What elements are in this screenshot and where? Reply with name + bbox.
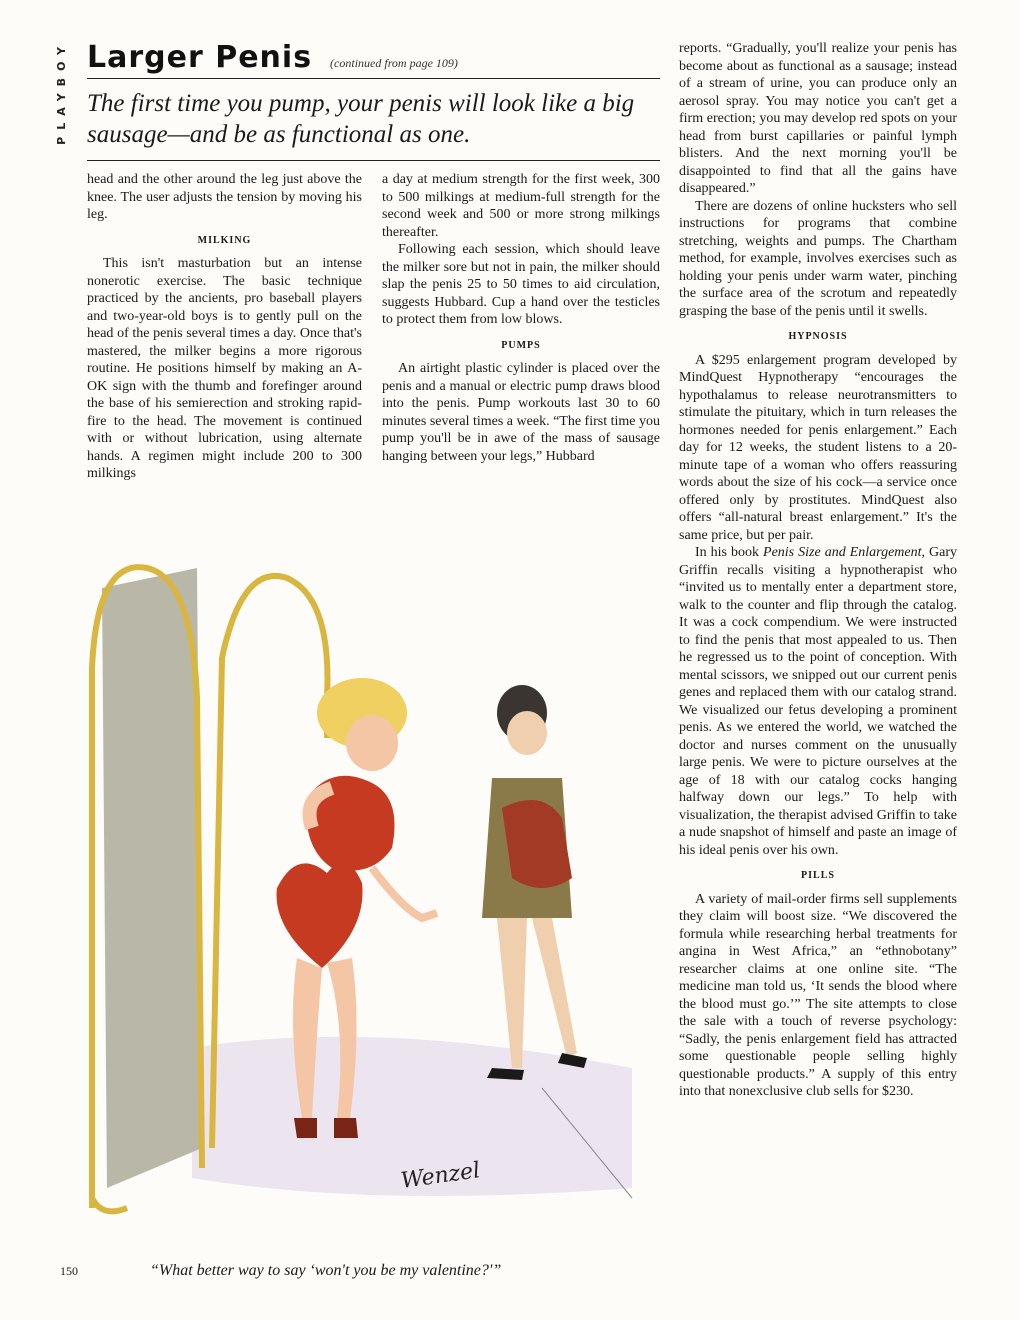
article-title: Larger Penis (87, 40, 313, 75)
column-2 (382, 171, 660, 465)
mirror-foot (92, 1198, 127, 1211)
column-3 (679, 40, 957, 1101)
mirror-glass (102, 568, 202, 1188)
page-number: 150 (60, 1264, 78, 1278)
subhead-pumps: PUMPS (501, 339, 541, 351)
column-1 (87, 171, 362, 483)
cartoon-illustration (72, 548, 662, 1218)
artist-signature: Wenzel (399, 1158, 482, 1194)
paragraph: A $295 enlargement program developed by MindQuest Hypnotherapy “encourages the hypothalamus to release neurotransmitters to stimulate the pituitary, which in turn releases the hormones needed for penis enlargement.” Each day for 12 weeks, the student listens to a 20-minute tape of a woman who offers reassuring words about the size of his cock—a service once offered only by prostitutes. MindQuest also offers “all-natural breast enlargement.” It's the same price, but per pair. (679, 352, 957, 543)
woman-face (346, 715, 398, 771)
article-deck: The first time you pump, your penis will look like a big sausage—and be as functional as one. (87, 90, 635, 148)
paragraph: This isn't masturbation but an intense nonerotic exercise. The basic technique practiced by the ancients, pro baseball players and two-year-old boys is to gently pull on the head of the penis several times a day. Once that's mastered, the milker begins a more rigorous routine. He positions himself by making an A-OK sign with the thumb and forefinger around the base of his semierection and stroking rapid-fire to the head. The movement is continued with or without lubrication, using alternate hands. A regimen might include 200 to 300 milkings (87, 256, 362, 481)
paragraph: An airtight plastic cylinder is placed over the penis and a manual or electric pump draws blood into the penis. Pump workouts last 30 to 60 minutes several times a week. “The first time you pump you'll be in awe of the mass of sausage hanging between your legs,” Hubbard (382, 361, 660, 464)
paragraph: There are dozens of online hucksters who sell instructions for programs that combine stretching, weights and pumps. The Chartham method, for example, involves exercises such as holding your penis under warm water, pinching the surface area of the scrotum and repeatedly grasping the base of the penis until it swells. (679, 198, 957, 319)
man-legs (497, 918, 577, 1068)
heart-bottom (277, 863, 363, 968)
woman-arm-pointing (372, 868, 437, 918)
text-run: In his book (695, 545, 764, 560)
magazine-name: PLAYBOY (54, 40, 68, 145)
continued-note: (continued from page 109) (330, 56, 458, 70)
subhead-pills: PILLS (801, 870, 835, 881)
subhead-hypnosis: HYPNOSIS (788, 331, 848, 342)
man-face (507, 711, 547, 755)
book-title: Penis Size and Enlargement (763, 545, 922, 560)
paragraph: A variety of mail-order firms sell supplements they claim will boost size. “We discovered the formula while researching herbal treatments for angina in West Africa,” an “ethnobotany” researcher claims at one online site. “The medicine man told us, ‘It sends the blood where the blood must go.’” The site attempts to close the sale with a touch of reverse psychology: “Sadly, the penis enlargement field has attracted some questionable people selling highly questionable products.” A supply of this entry into that nonexclusive club sells for $230. (679, 891, 957, 1099)
paragraph: Following each session, which should leave the milker sore but not in pain, the milker should slap the penis 25 to 50 times to aid circulation, suggests Hubbard. Cup a hand over the testicles to protect them from low blows. (382, 242, 660, 327)
magazine-name-vertical (52, 40, 70, 200)
text-run: , Gary Griffin recalls visiting a hypnotherapist who “invited us to mentally enter a department store, walk to the counter and flip through the catalog. It was a cock compendium. We were instructed to find the penis that most appealed to us. Then he regressed us to the point of conception. With mental scissors, we snipped out our current penis genes and replaced them with our catalog strand. We visualized our fetus developing a prominent penis. As we entered the world, we watched the doctor and nurses comment on the unusually large penis. We were to picture ourselves at the age of 18 with our catalog cocks hanging halfway down our legs.” To help with visualization, the therapist advised Griffin to take a nude snapshot of himself and paste an image of his ideal penis over his own. (679, 545, 958, 858)
paragraph: a day at medium strength for the first week, 300 to 500 milkings at medium-full strength for the second week and 500 or more strong milkings thereafter. (382, 172, 660, 240)
article-header (87, 40, 660, 75)
header-rule-bottom (87, 160, 660, 161)
header-rule-top (87, 78, 660, 79)
paragraph (679, 544, 957, 859)
cartoon-caption: “What better way to say ‘won't you be my valentine?'” (150, 1262, 502, 1279)
paragraph: head and the other around the leg just above the knee. The user adjusts the tension by moving his leg. (87, 172, 362, 222)
subhead-milking: MILKING (197, 234, 252, 246)
paragraph: reports. “Gradually, you'll realize your penis has become about as functional as a sausage; instead of a stream of urine, you can produce only an aerosol spray. You may notice you can't get a firm erection; you may develop red spots on your head from burst capillaries or painful lymph blisters. And the next morning you'll be disappointed to find that all the gains have disappeared.” (679, 41, 957, 196)
